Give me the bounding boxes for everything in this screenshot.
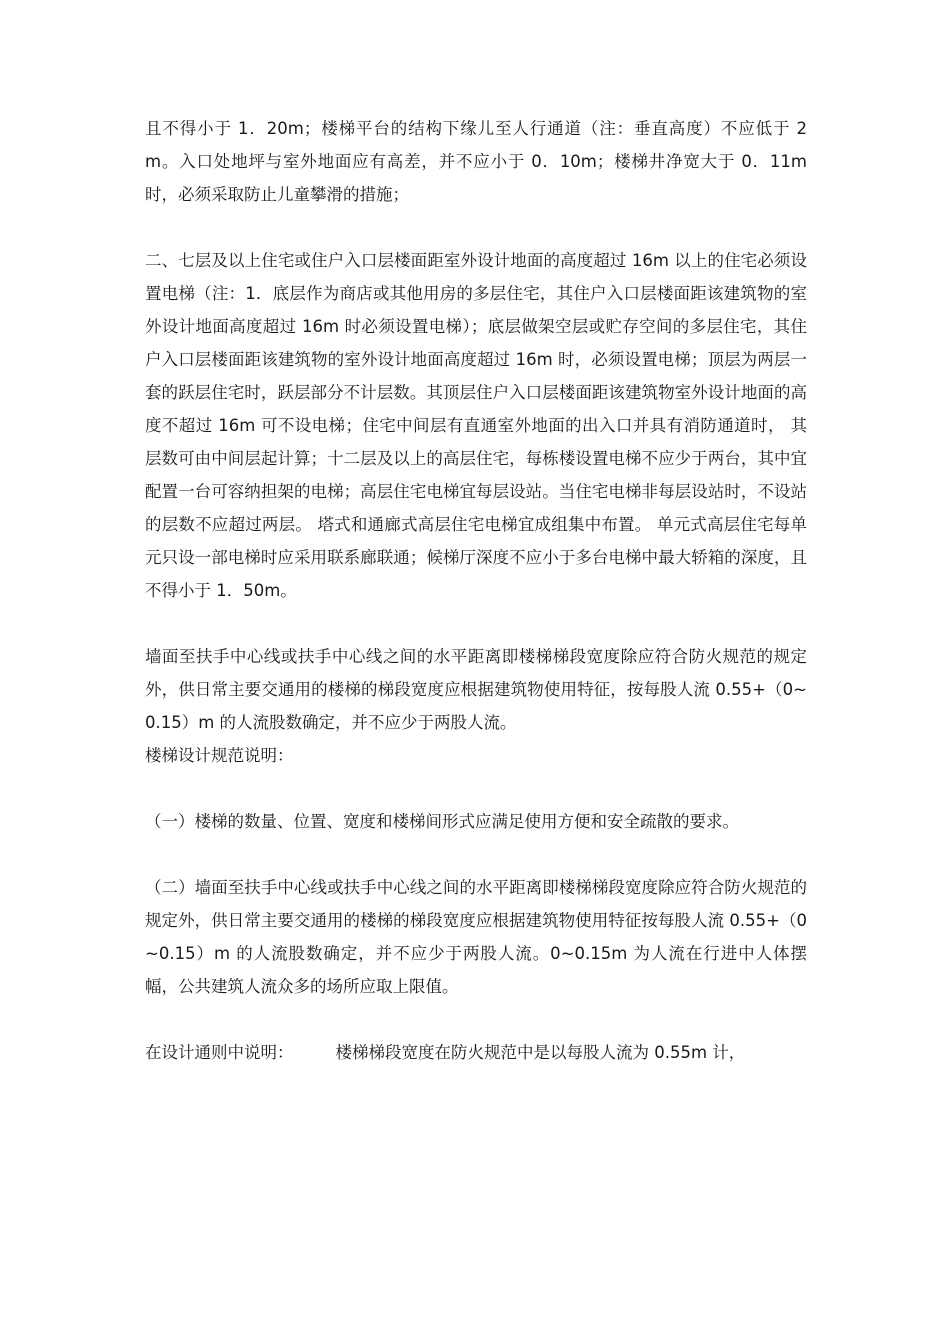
paragraph-spacer: [145, 838, 807, 871]
paragraph-spacer: [145, 607, 807, 640]
paragraph-spacer: [145, 1003, 807, 1036]
paragraph-item-one: （一）楼梯的数量、位置、宽度和楼梯间形式应满足使用方便和安全疏散的要求。: [145, 812, 739, 831]
paragraph-elevator-requirements: 二、七层及以上住宅或住户入口层楼面距室外设计地面的高度超过 16m 以上的住宅必须设置电梯（注：1．底层作为商店或其他用房的多层住宅，其住户入口层楼面距该建筑物的室外设计地面高度超过 16m 时必须设置电梯）；底层做架空层或贮存空间的多层住宅，其住户入口层楼面距该建筑物的室外设计地面高度超过 16m 时，必须设置电梯；顶层为两层一套的跃层住宅时，跃层部分不计层数。其顶层住户入口层楼面距该建筑物室外设计地面的高度不超过 16m 可不设电梯；住宅中间层有直通室外地面的出入口并具有消防通道时， 其 层数可由中间层起计算；十二层及以上的高层住宅，每栋楼设置电梯不应少于两台，其中宜配置一台可容纳担架的电梯；高层住宅电梯宜每层设站。当住宅电梯非每层设站时，不设站的层数不应超过两层。 塔式和通廊式高层住宅电梯宜成组集中布置。 单元式高层住宅每单元只设一部电梯时应采用联系廊联通；候梯厅深度不应小于多台电梯中最大轿箱的深度，且不得小于 1．50m。: [145, 251, 813, 600]
paragraph-stair-clearance: 且不得小于 1．20m；楼梯平台的结构下缘儿至人行通道（注：垂直高度）不应低于 2m。入口处地坪与室外地面应有高差，并不应小于 0．10m；楼梯井净宽大于 0．11m 时，必须采取防止儿童攀滑的措施；: [145, 119, 813, 204]
paragraph-stair-width: 墙面至扶手中心线或扶手中心线之间的水平距离即楼梯梯段宽度除应符合防火规范的规定外，供日常主要交通用的楼梯的梯段宽度应根据建筑物使用特征，按每股人流 0.55+（0~0.15）m 的人流股数确定，并不应少于两股人流。: [145, 647, 807, 732]
paragraph-item-two: （二）墙面至扶手中心线或扶手中心线之间的水平距离即楼梯梯段宽度除应符合防火规范的规定外，供日常主要交通用的楼梯的梯段宽度应根据建筑物使用特征按每股人流 0.55+（0~0.15）m 的人流股数确定，并不应少于两股人流。0~0.15m 为人流在行进中人体摆幅，公共建筑人流众多的场所应取上限值。: [145, 878, 807, 996]
document-body: [145, 112, 813, 1069]
paragraph-spacer: [145, 772, 807, 805]
paragraph-spacer: [145, 211, 807, 244]
section-heading-stair-spec: 楼梯设计规范说明：: [145, 746, 294, 765]
paragraph-design-code-note: 在设计通则中说明： 楼梯梯段宽度在防火规范中是以每股人流为 0.55m 计，: [145, 1043, 746, 1062]
